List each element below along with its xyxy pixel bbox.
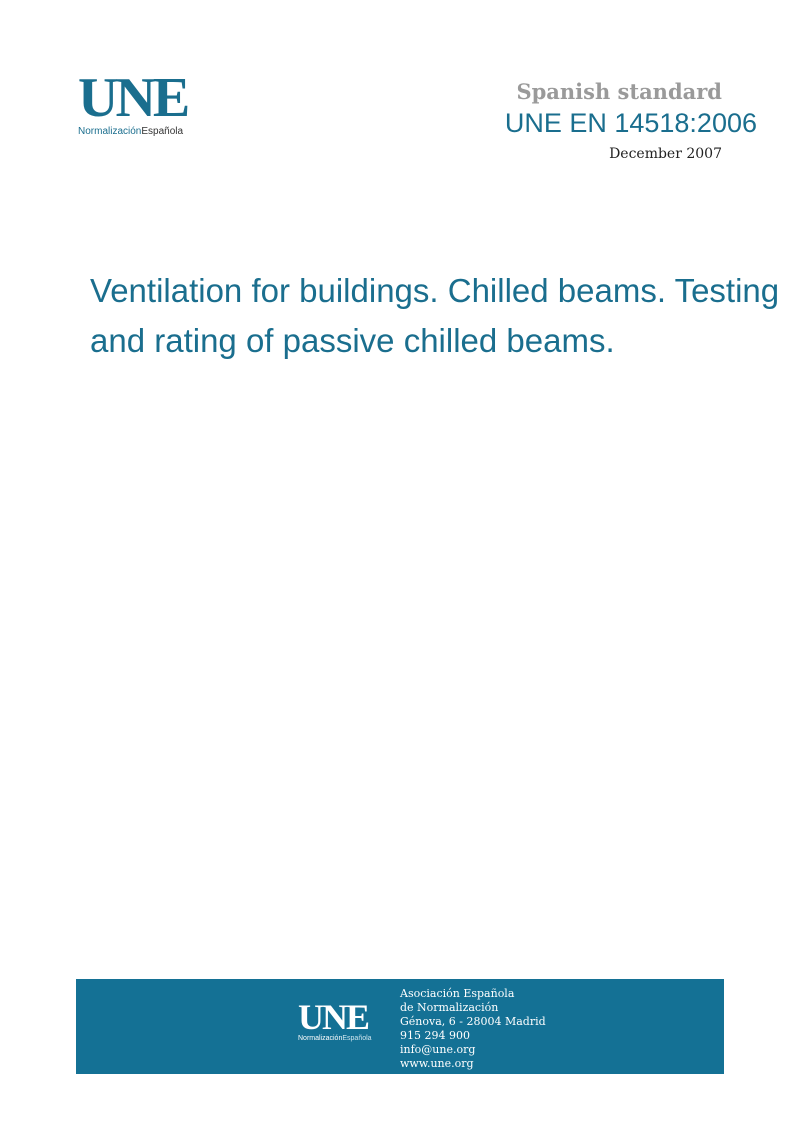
- footer-contact-info: [400, 987, 546, 1071]
- org-name-line2: de Normalización: [400, 1001, 499, 1014]
- org-phone: 915 294 900: [400, 1029, 470, 1042]
- standard-header: [504, 78, 757, 166]
- footer-logo-mark: UNE: [298, 997, 369, 1037]
- une-logo: [78, 67, 218, 137]
- footer-logo-sub-accent: Española: [342, 1035, 372, 1042]
- logo-sub-accent: Española: [141, 126, 184, 137]
- org-email[interactable]: info@une.org: [400, 1043, 476, 1056]
- footer-logo-subtitle: [298, 1035, 388, 1042]
- footer-logo: [298, 997, 388, 1042]
- standard-label: Spanish standard: [516, 79, 722, 104]
- logo-mark: UNE: [78, 67, 188, 129]
- standard-code: UNE EN 14518:2006: [504, 108, 757, 138]
- org-name-line1: Asociación Española: [400, 987, 515, 1000]
- logo-subtitle: [78, 126, 218, 137]
- document-title: Ventilation for buildings. Chilled beams. Testing and rating of passive chilled beams.: [90, 272, 780, 359]
- org-website[interactable]: www.une.org: [400, 1057, 474, 1070]
- footer-logo-sub-main: Normalización: [298, 1035, 343, 1042]
- org-address: Génova, 6 - 28004 Madrid: [400, 1015, 546, 1028]
- logo-sub-main: Normalización: [78, 126, 142, 137]
- standard-date: December 2007: [609, 146, 722, 162]
- footer-banner: [76, 979, 724, 1074]
